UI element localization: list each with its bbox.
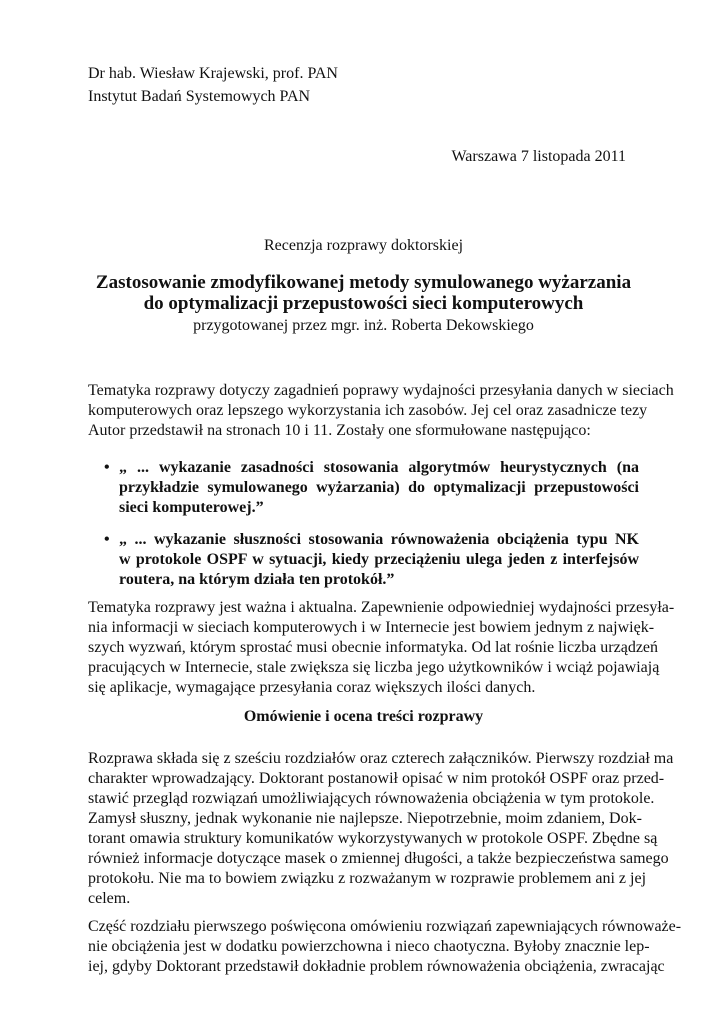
thesis-title-line: Zastosowanie zmodyfikowanej metody symulowanego wyżarzania (95, 272, 632, 293)
text-line: stawić przegląd rozwiązań umożliwiających równoważenia obciążenia w tym protokole. (88, 790, 655, 807)
text-line: Część rozdziału pierwszego poświęcona omówieniu rozwiązań zapewniających równoważe- (88, 918, 682, 935)
thesis-title-line: do optymalizacji przepustowości sieci komputerowych (143, 293, 584, 314)
text-line: „ ... wykazanie zasadności stosowania algorytmów heurystycznych (na (119, 459, 639, 476)
text-line: również informacje dotyczące masek o zmiennej długości, a także bezpieczeństwa samego (88, 850, 669, 867)
paragraph-structure (88, 749, 674, 909)
text-line: iej, gdyby Doktorant przedstawił dokładnie problem równoważenia obciążenia, zwracając (88, 958, 665, 975)
text-line: charakter wprowadzający. Doktorant postanowił opisać w nim protokół OSPF oraz przed- (88, 770, 665, 787)
text-line: celem. (88, 890, 131, 907)
thesis-bullet-1 (105, 458, 639, 518)
review-label-text: Recenzja rozprawy doktorskiej (263, 237, 464, 254)
review-label (88, 236, 639, 256)
thesis-title (80, 272, 647, 314)
text-line: Tematyka rozprawy jest ważna i aktualna. Zapewnienie odpowiedniej wydajności przesyła- (88, 599, 675, 616)
thesis-bullet-2 (105, 530, 639, 590)
thesis-text (119, 458, 639, 518)
section-heading (88, 707, 639, 727)
thesis-text (119, 530, 639, 590)
text-line: przykładzie symulowanego wyżarzania) do optymalizacji przepustowości (119, 479, 639, 496)
prepared-by-text: przygotowanej przez mgr. inż. Roberta Dekowskiego (193, 317, 534, 334)
text-line: się aplikacje, wymagające przesyłania coraz większych ilości danych. (88, 679, 536, 696)
text-line: komputerowych oraz lepszego wykorzystania ich zasobów. Jej cel oraz zasadnicze tezy (88, 402, 648, 419)
text-line: routera, na którym działa ten protokół.” (119, 571, 395, 588)
prepared-by (88, 316, 639, 336)
paragraph-intro (88, 381, 674, 441)
letter-header (88, 62, 639, 108)
text-line: pracujących w Internecie, stale zwiększa się liczba jego użytkowników i wciąż pojawiają (88, 659, 660, 676)
text-line: w protokole OSPF w sytuacji, kiedy przeciążeniu ulega jeden z interfejsów (119, 551, 639, 568)
paragraph-chapter-one (88, 917, 682, 977)
section-heading-text: Omówienie i ocena treści rozprawy (243, 708, 484, 725)
date-line: Warszawa 7 listopada 2011 (451, 148, 626, 165)
text-line: nie obciążenia jest w dodatku powierzchowna i nieco chaotyczna. Byłoby znacznie lep- (88, 938, 650, 955)
text-line: Rozprawa składa się z sześciu rozdziałów oraz czterech załączników. Pierwszy rozdział ma (88, 750, 674, 767)
text-line: protokołu. Nie ma to bowiem związku z rozważanym w rozprawie problemem ani z jej (88, 870, 647, 887)
text-line: torant omawia struktury komunikatów wykorzystywanych w protokole OSPF. Zbędne są (88, 830, 658, 847)
text-line: szych wyzwań, którym sprostać musi obecnie informatyka. Od lat rośnie liczba urządzeń (88, 639, 659, 656)
institute-line: Instytut Badań Systemowych PAN (88, 88, 311, 105)
bullet-icon: • (104, 531, 110, 548)
bullet-icon: • (104, 459, 110, 476)
author-line: Dr hab. Wiesław Krajewski, prof. PAN (88, 65, 338, 82)
text-line: Tematyka rozprawy dotyczy zagadnień poprawy wydajności przesyłania danych w sieciach (88, 382, 674, 399)
text-line: nia informacji w sieciach komputerowych i w Internecie jest bowiem jednym z najwięk- (88, 619, 655, 636)
text-line: sieci komputerowej.” (119, 499, 264, 516)
text-line: Autor przedstawił na stronach 10 i 11. Zostały one sformułowane następująco: (88, 422, 591, 439)
paragraph-relevance (88, 598, 675, 698)
text-line: „ ... wykazanie słuszności stosowania równoważenia obciążenia typu NK (119, 531, 639, 548)
text-line: Zamysł słuszny, jednak wykonanie nie najlepsze. Niepotrzebnie, moim zdaniem, Dok- (88, 810, 642, 827)
